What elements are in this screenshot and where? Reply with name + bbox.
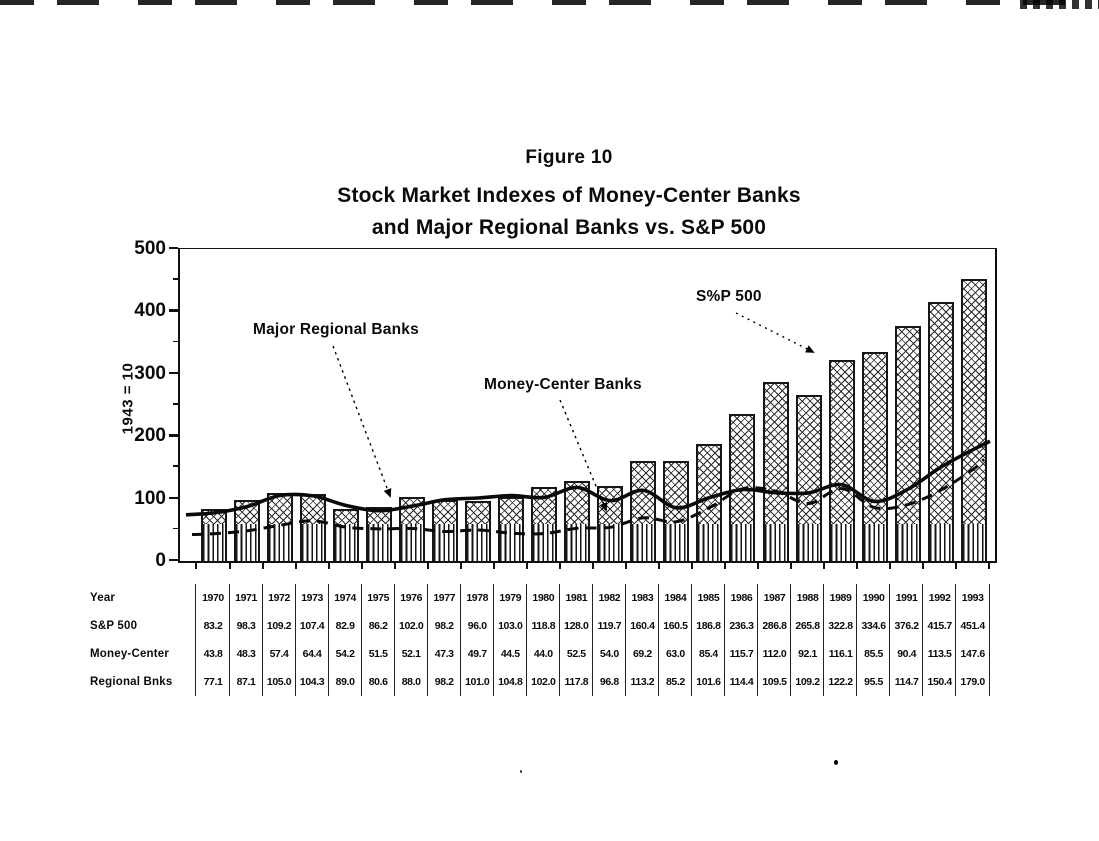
cell-money-center-1981: 52.5 [559, 640, 593, 668]
cell-s-p-500-1976: 102.0 [394, 612, 428, 640]
y-tick-major [169, 372, 178, 374]
bar-stripe-band [203, 524, 225, 561]
bar-stripe-band [269, 524, 291, 561]
cell-s-p-500-1971: 98.3 [229, 612, 263, 640]
bar-stripe-band [798, 524, 820, 561]
y-tick-label-500: 500 [134, 238, 166, 259]
cell-regional-bnks-1972: 105.0 [262, 668, 296, 696]
cell-money-center-1973: 64.4 [295, 640, 329, 668]
table-row-year [0, 584, 1099, 612]
cell-regional-bnks-1975: 80.6 [361, 668, 395, 696]
row-label: Year [90, 592, 116, 604]
y-tick-label-100: 100 [134, 487, 166, 509]
x-tick [559, 562, 561, 569]
cell-s-p-500-1989: 322.8 [823, 612, 857, 640]
cell-year-1971: 1971 [229, 584, 263, 612]
table-row-s-p-500 [0, 612, 1099, 640]
bar-1984 [663, 461, 689, 561]
cell-regional-bnks-1977: 98.2 [427, 668, 461, 696]
cell-s-p-500-1990: 334.6 [856, 612, 890, 640]
cell-money-center-1988: 92.1 [790, 640, 824, 668]
bar-stripe-band [831, 524, 853, 561]
cell-money-center-1985: 85.4 [691, 640, 725, 668]
cell-regional-bnks-1978: 101.0 [460, 668, 494, 696]
x-tick [361, 562, 363, 569]
x-tick [460, 562, 462, 569]
cell-year-1986: 1986 [724, 584, 758, 612]
cell-s-p-500-1970: 83.2 [195, 612, 229, 640]
cell-year-1974: 1974 [328, 584, 362, 612]
row-label: Money-Center [90, 648, 170, 660]
cell-s-p-500-1993: 451.4 [955, 612, 990, 640]
x-tick [658, 562, 660, 569]
cell-year-1972: 1972 [262, 584, 296, 612]
bar-stripe-band [335, 524, 357, 561]
bar-stripe-band [434, 524, 456, 561]
cell-money-center-1983: 69.2 [625, 640, 659, 668]
figure-number: Figure 10 [525, 147, 613, 168]
cell-regional-bnks-1990: 95.5 [856, 668, 890, 696]
cell-s-p-500-1986: 236.3 [724, 612, 758, 640]
cell-regional-bnks-1976: 88.0 [394, 668, 428, 696]
x-tick [195, 562, 197, 569]
cell-regional-bnks-1981: 117.8 [559, 668, 593, 696]
x-tick [988, 562, 990, 569]
cell-s-p-500-1985: 186.8 [691, 612, 725, 640]
cell-year-1985: 1985 [691, 584, 725, 612]
x-tick [790, 562, 792, 569]
bar-1971 [234, 500, 260, 561]
bar-stripe-band [533, 524, 555, 561]
bar-stripe-band [864, 524, 886, 561]
bar-1988 [796, 395, 822, 561]
x-tick [757, 562, 759, 569]
bar-1982 [597, 486, 623, 561]
bar-stripe-band [467, 524, 489, 561]
cell-money-center-1977: 47.3 [427, 640, 461, 668]
cell-regional-bnks-1992: 150.4 [922, 668, 956, 696]
bar-1970 [201, 509, 227, 561]
scan-artifact-dot-small [520, 770, 522, 773]
bar-stripe-band [632, 524, 654, 561]
cell-money-center-1972: 57.4 [262, 640, 296, 668]
cell-year-1981: 1981 [559, 584, 593, 612]
cell-money-center-1971: 48.3 [229, 640, 263, 668]
bar-stripe-band [897, 524, 919, 561]
bar-1990 [862, 352, 888, 561]
cell-regional-bnks-1974: 89.0 [328, 668, 362, 696]
x-tick [823, 562, 825, 569]
bar-stripe-band [302, 524, 324, 561]
cell-money-center-1976: 52.1 [394, 640, 428, 668]
cell-s-p-500-1975: 86.2 [361, 612, 395, 640]
bar-1976 [399, 497, 425, 561]
cell-money-center-1990: 85.5 [856, 640, 890, 668]
scan-artifact-dot [834, 760, 838, 765]
bar-1975 [366, 507, 392, 561]
cell-regional-bnks-1991: 114.7 [889, 668, 923, 696]
x-tick [262, 562, 264, 569]
bar-1972 [267, 493, 293, 561]
cell-money-center-1991: 90.4 [889, 640, 923, 668]
bar-stripe-band [930, 524, 952, 561]
cell-year-1975: 1975 [361, 584, 395, 612]
chart-title-line-1: Stock Market Indexes of Money-Center Banks [337, 184, 801, 207]
cell-money-center-1982: 54.0 [592, 640, 626, 668]
bar-1977 [432, 500, 458, 561]
bar-1989 [829, 360, 855, 561]
cell-s-p-500-1988: 265.8 [790, 612, 824, 640]
x-tick [724, 562, 726, 569]
cell-year-1993: 1993 [955, 584, 990, 612]
cell-year-1991: 1991 [889, 584, 923, 612]
y-tick-major [169, 434, 178, 436]
bar-1992 [928, 302, 954, 561]
cell-regional-bnks-1973: 104.3 [295, 668, 329, 696]
x-tick [295, 562, 297, 569]
cell-s-p-500-1979: 103.0 [493, 612, 527, 640]
bar-1986 [729, 414, 755, 561]
cell-money-center-1989: 116.1 [823, 640, 857, 668]
x-tick [229, 562, 231, 569]
bar-stripe-band [731, 524, 753, 561]
bar-stripe-band [401, 524, 423, 561]
x-tick [526, 562, 528, 569]
cell-money-center-1993: 147.6 [955, 640, 990, 668]
cell-year-1989: 1989 [823, 584, 857, 612]
cell-regional-bnks-1979: 104.8 [493, 668, 527, 696]
cell-regional-bnks-1983: 113.2 [625, 668, 659, 696]
bar-1985 [696, 444, 722, 561]
x-tick [922, 562, 924, 569]
cell-s-p-500-1992: 415.7 [922, 612, 956, 640]
bar-stripe-band [765, 524, 787, 561]
cell-regional-bnks-1970: 77.1 [195, 668, 229, 696]
bar-stripe-band [963, 524, 985, 561]
bar-1978 [465, 501, 491, 561]
cell-money-center-1986: 115.7 [724, 640, 758, 668]
bar-stripe-band [368, 524, 390, 561]
cell-year-1992: 1992 [922, 584, 956, 612]
cell-s-p-500-1978: 96.0 [460, 612, 494, 640]
cell-year-1982: 1982 [592, 584, 626, 612]
cell-regional-bnks-1989: 122.2 [823, 668, 857, 696]
y-tick-major [169, 309, 178, 311]
x-tick [394, 562, 396, 569]
cell-year-1987: 1987 [757, 584, 791, 612]
bar-stripe-band [698, 524, 720, 561]
cell-money-center-1979: 44.5 [493, 640, 527, 668]
cell-money-center-1975: 51.5 [361, 640, 395, 668]
cell-money-center-1980: 44.0 [526, 640, 560, 668]
annotation-money-center-banks: Money-Center Banks [484, 376, 642, 393]
table-row-regional-bnks [0, 668, 1099, 696]
bar-1973 [300, 494, 326, 561]
bar-1980 [531, 487, 557, 561]
cell-s-p-500-1972: 109.2 [262, 612, 296, 640]
cell-s-p-500-1984: 160.5 [658, 612, 692, 640]
cell-regional-bnks-1993: 179.0 [955, 668, 990, 696]
cell-s-p-500-1974: 82.9 [328, 612, 362, 640]
cell-money-center-1992: 113.5 [922, 640, 956, 668]
cell-year-1984: 1984 [658, 584, 692, 612]
bar-stripe-band [236, 524, 258, 561]
x-tick [691, 562, 693, 569]
cell-s-p-500-1981: 128.0 [559, 612, 593, 640]
x-tick [427, 562, 429, 569]
cell-regional-bnks-1984: 85.2 [658, 668, 692, 696]
bar-1974 [333, 509, 359, 561]
bar-1979 [498, 497, 524, 561]
x-tick [625, 562, 627, 569]
x-tick [856, 562, 858, 569]
cell-year-1973: 1973 [295, 584, 329, 612]
cell-year-1980: 1980 [526, 584, 560, 612]
cell-s-p-500-1982: 119.7 [592, 612, 626, 640]
cell-regional-bnks-1987: 109.5 [757, 668, 791, 696]
y-tick-label-200: 200 [134, 425, 166, 447]
scan-artifact-top-right [1020, 0, 1099, 9]
bar-stripe-band [566, 524, 588, 561]
cell-regional-bnks-1980: 102.0 [526, 668, 560, 696]
cell-s-p-500-1991: 376.2 [889, 612, 923, 640]
cell-year-1979: 1979 [493, 584, 527, 612]
cell-year-1990: 1990 [856, 584, 890, 612]
cell-s-p-500-1983: 160.4 [625, 612, 659, 640]
cell-money-center-1974: 54.2 [328, 640, 362, 668]
cell-s-p-500-1987: 286.8 [757, 612, 791, 640]
y-tick-major [169, 559, 178, 561]
cell-s-p-500-1977: 98.2 [427, 612, 461, 640]
x-tick [328, 562, 330, 569]
bar-1987 [763, 382, 789, 561]
figure-title-block [119, 147, 1019, 244]
cell-regional-bnks-1988: 109.2 [790, 668, 824, 696]
chart-title-line-2: and Major Regional Banks vs. S&P 500 [371, 216, 767, 239]
cell-money-center-1984: 63.0 [658, 640, 692, 668]
row-label: S&P 500 [90, 620, 138, 632]
y-tick-major [169, 497, 178, 499]
cell-year-1983: 1983 [625, 584, 659, 612]
scan-artifact-top-edge [0, 0, 1099, 5]
x-tick [889, 562, 891, 569]
annotation-sp-500: S%P 500 [696, 288, 762, 305]
bar-1993 [961, 279, 987, 561]
table-row-money-center [0, 640, 1099, 668]
y-tick-label-400: 400 [134, 300, 166, 322]
y-tick-major [169, 247, 178, 249]
cell-year-1970: 1970 [195, 584, 229, 612]
cell-regional-bnks-1986: 114.4 [724, 668, 758, 696]
cell-year-1978: 1978 [460, 584, 494, 612]
bar-stripe-band [665, 524, 687, 561]
bar-stripe-band [599, 524, 621, 561]
annotation-major-regional-banks: Major Regional Banks [253, 321, 419, 338]
bar-stripe-band [500, 524, 522, 561]
y-tick-label-0: 0 [155, 550, 166, 571]
bar-1983 [630, 461, 656, 561]
cell-regional-bnks-1971: 87.1 [229, 668, 263, 696]
cell-s-p-500-1980: 118.8 [526, 612, 560, 640]
cell-money-center-1978: 49.7 [460, 640, 494, 668]
bar-1991 [895, 326, 921, 561]
y-axis-title: 1943 = 10 [119, 362, 137, 435]
row-label: Regional Bnks [90, 676, 173, 688]
cell-year-1976: 1976 [394, 584, 428, 612]
cell-money-center-1970: 43.8 [195, 640, 229, 668]
plot-area [178, 248, 997, 563]
cell-s-p-500-1973: 107.4 [295, 612, 329, 640]
cell-year-1988: 1988 [790, 584, 824, 612]
cell-regional-bnks-1985: 101.6 [691, 668, 725, 696]
x-tick [955, 562, 957, 569]
cell-regional-bnks-1982: 96.8 [592, 668, 626, 696]
x-tick [592, 562, 594, 569]
cell-year-1977: 1977 [427, 584, 461, 612]
bar-1981 [564, 481, 590, 561]
y-tick-label-300: 300 [134, 362, 166, 384]
cell-money-center-1987: 112.0 [757, 640, 791, 668]
x-tick [493, 562, 495, 569]
